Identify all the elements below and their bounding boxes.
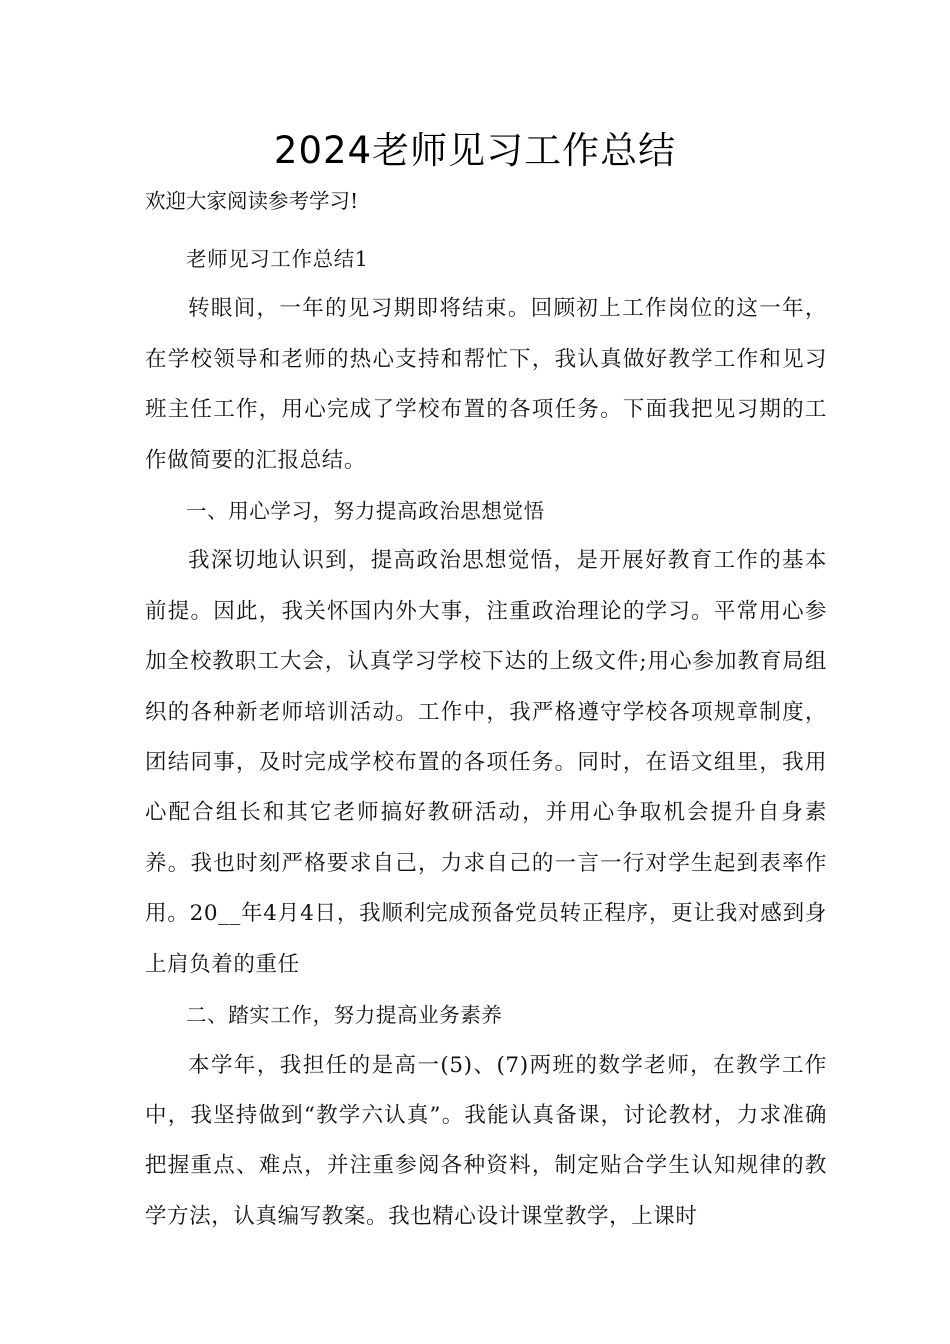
heading-work-quality: 二、踏实工作，努力提高业务素养 [186, 1003, 503, 1028]
heading-political-study: 一、用心学习，努力提高政治思想觉悟 [186, 499, 545, 524]
document-body [145, 234, 827, 1242]
paragraph-political-study: 我深切地认识到，提高政治思想觉悟，是开展好教育工作的基本前提。因此，我关怀国内外大事，注重政治理论的学习。平常用心参加全校教职工大会，认真学习学校下达的上级文件;用心参加教育局组织的各种新老师培训活动。工作中，我严格遵守学校各项规章制度，团结同事，及时完成学校布置的各项任务。同时，在语文组里，我用心配合组长和其它老师搞好教研活动，并用心争取机会提升自身素养。我也时刻严格要求自己，力求自己的一言一行对学生起到表率作用。20__年4月4日，我顺利完成预备党员转正程序，更让我对感到身上肩负着的重任 [145, 548, 827, 977]
paragraph-opening: 转眼间，一年的见习期即将结束。回顾初上工作岗位的这一年，在学校领导和老师的热心支持和帮忙下，我认真做好教学工作和见习班主任工作，用心完成了学校布置的各项任务。下面我把见习期的工作做简要的汇报总结。 [145, 296, 827, 473]
intro-line: 欢迎大家阅读参考学习! [145, 189, 359, 213]
section-title: 老师见习工作总结1 [186, 247, 369, 271]
paragraph-teaching: 本学年，我担任的是高一(5)、(7)两班的数学老师，在教学工作中，我坚持做到“教学六认真”。我能认真备课，讨论教材，力求准确把握重点、难点，并注重参阅各种资料，制定贴合学生认知规律的教学方法，认真编写教案。我也精心设计课堂教学，上课时 [145, 1052, 827, 1229]
document-title: 2024老师见习工作总结 [273, 129, 677, 172]
